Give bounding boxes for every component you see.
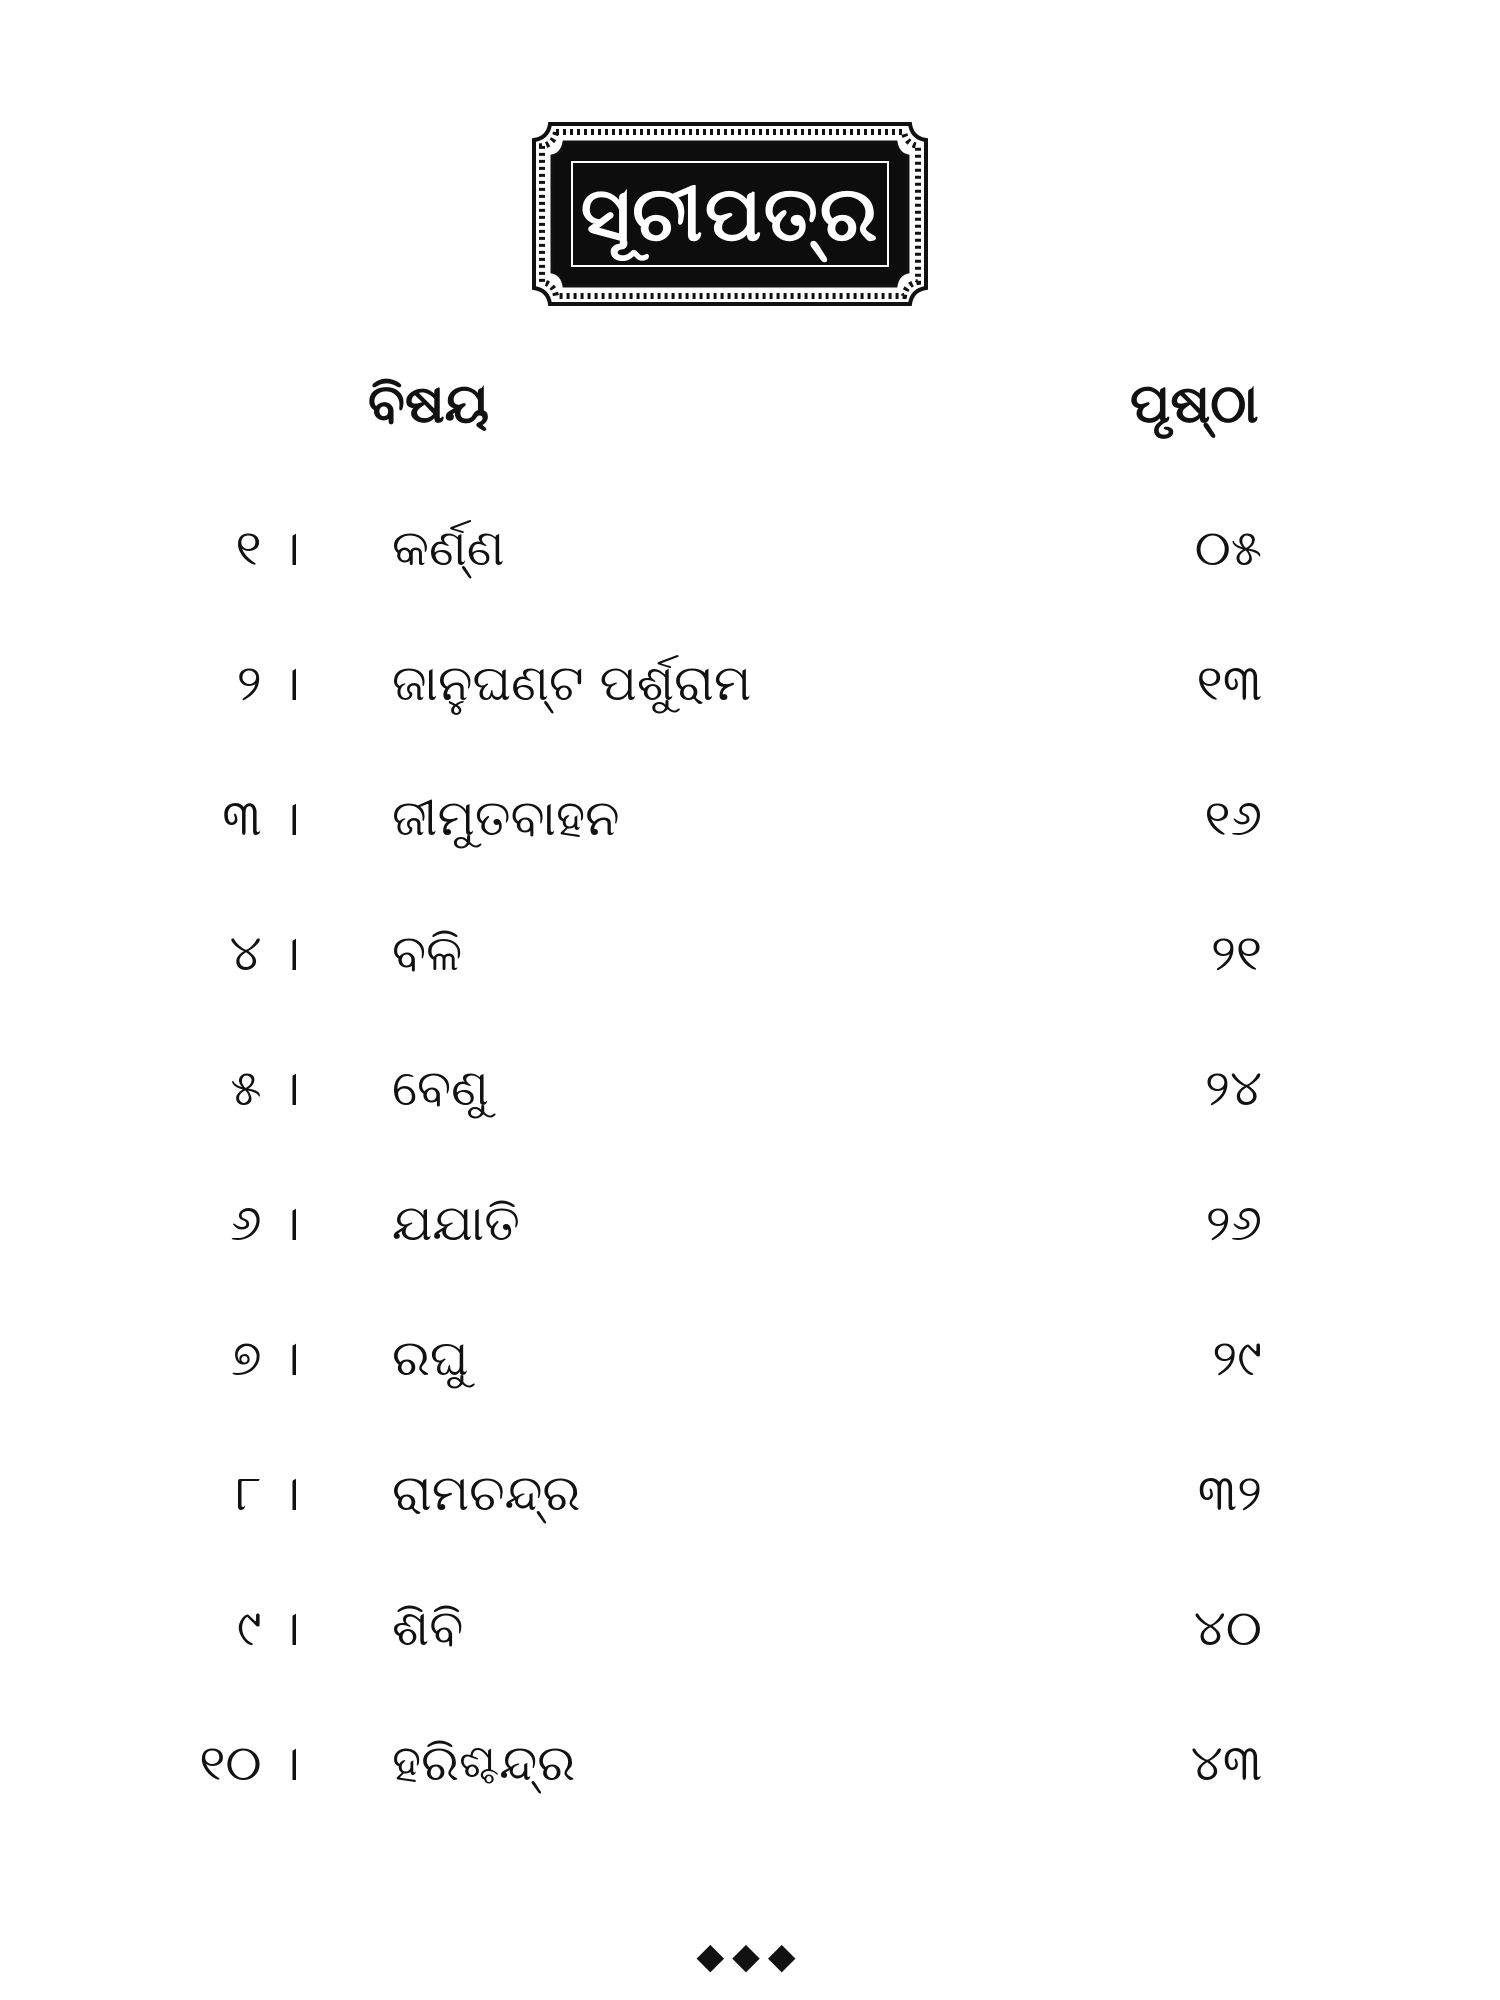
entry-page: ୪୦ <box>1193 1599 1262 1657</box>
toc-entry <box>0 1048 1500 1128</box>
toc-entry <box>0 1588 1500 1668</box>
entry-title: ରାମଚନ୍ଦ୍ର <box>392 1464 581 1522</box>
entry-number: ୭ । <box>231 1329 300 1387</box>
entry-title: ଯଯାତି <box>392 1194 520 1252</box>
entry-number: ୩ । <box>222 789 300 847</box>
entry-page: ୨୬ <box>1205 1194 1262 1252</box>
entry-page: ୦୫ <box>1194 519 1262 577</box>
entry-title: ରଘୁ <box>392 1329 469 1387</box>
toc-entry <box>0 508 1500 588</box>
entry-number: ୧୦ । <box>199 1734 300 1792</box>
entry-number: ୮ । <box>235 1464 300 1522</box>
entry-number: ୯ । <box>236 1599 300 1657</box>
entry-page: ୨୯ <box>1212 1329 1262 1387</box>
entry-number: ୧ । <box>235 519 300 577</box>
toc-entry <box>0 1318 1500 1398</box>
entry-page: ୨୧ <box>1211 924 1262 982</box>
entry-title: ହରିଶ୍ଚନ୍ଦ୍ର <box>392 1734 576 1792</box>
entry-number: ୫ । <box>230 1059 300 1117</box>
entry-number: ୬ । <box>230 1194 300 1252</box>
toc-entry <box>0 778 1500 858</box>
entry-title: ଶିବି <box>392 1599 464 1657</box>
entry-page: ୧୩ <box>1196 654 1262 712</box>
entry-title: କର୍ଣ୍ଣ <box>392 519 505 577</box>
toc-entry <box>0 1723 1500 1803</box>
toc-entry <box>0 643 1500 723</box>
title-plaque <box>520 120 940 308</box>
end-ornament: ◆◆◆ <box>696 1936 804 1977</box>
toc-entry <box>0 1453 1500 1533</box>
page-title: ସୂଚୀପତ୍ର <box>580 168 880 258</box>
entry-title: ବେଣୁ <box>392 1059 489 1117</box>
toc-entry <box>0 913 1500 993</box>
entry-page: ୨୪ <box>1205 1059 1262 1117</box>
entry-number: ୪ । <box>229 924 300 982</box>
toc-entry <box>0 1183 1500 1263</box>
entry-title: ବଳି <box>392 924 463 982</box>
entry-title: ଜୀମୁତବାହନ <box>392 789 620 847</box>
entry-number: ୨ । <box>236 654 300 712</box>
entry-title: ଜାନୁଘଣ୍ଟ ପର୍ଶୁରାମ <box>392 654 752 712</box>
entry-page: ୩୨ <box>1197 1464 1262 1522</box>
subject-column-header: ବିଷୟ <box>368 372 490 435</box>
entry-page: ୪୩ <box>1190 1734 1262 1792</box>
page-column-header: ପୃଷ୍ଠା <box>1130 372 1259 435</box>
entry-page: ୧୬ <box>1204 789 1262 847</box>
